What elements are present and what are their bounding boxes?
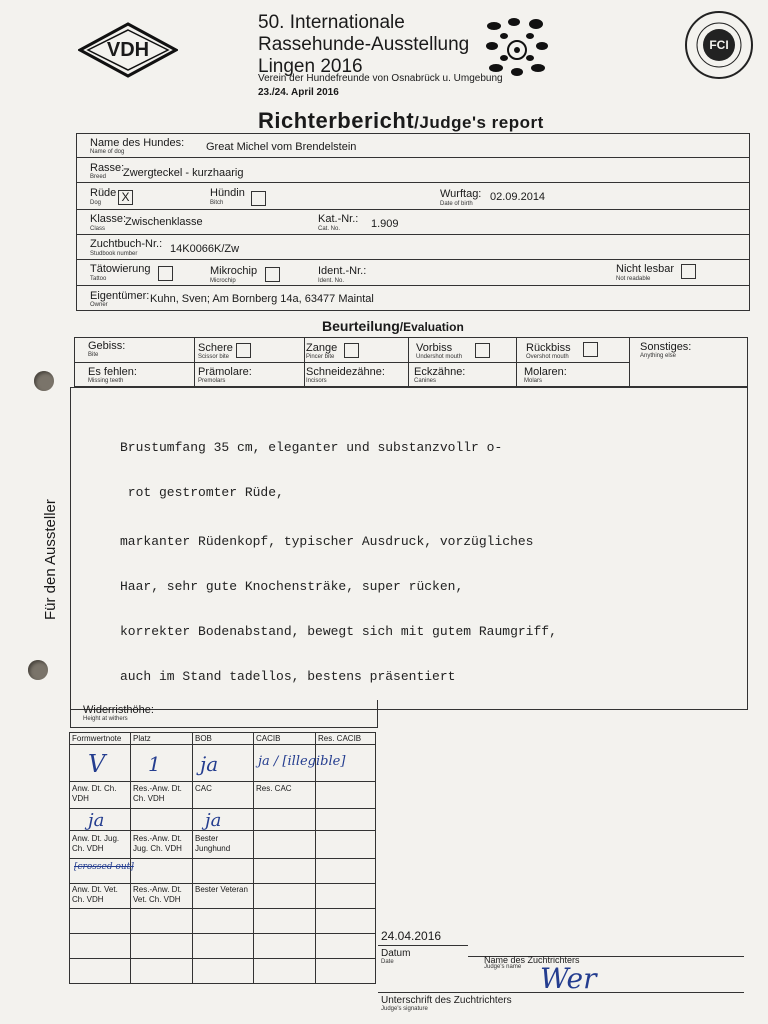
award-anw-dt-ch-label: Anw. Dt. Ch. VDH — [72, 784, 117, 803]
canines-label: Eckzähne: — [414, 366, 466, 378]
judge-name-label: Name des Zuchtrichters — [484, 955, 580, 965]
dog-name-sub: Name of dog — [90, 149, 125, 155]
tattoo-sub: Tattoo — [90, 276, 107, 282]
cat-no-sub: Cat. No. — [318, 226, 341, 232]
missing-teeth-sub: Missing teeth — [88, 378, 124, 384]
vdh-logo — [78, 22, 178, 78]
cat-no-value: 1.909 — [371, 218, 399, 230]
dog-name-label: Name des Hundes: — [90, 137, 185, 149]
bob-mark: ja — [200, 752, 219, 776]
microchip-checkbox[interactable] — [265, 267, 280, 282]
signature-label: Unterschrift des Zuchtrichters — [381, 995, 512, 1006]
ident-label: Ident.-Nr.: — [318, 265, 367, 277]
overshot-sub: Overshot mouth — [526, 354, 569, 360]
unreadable-checkbox[interactable] — [681, 264, 696, 279]
premolars-sub: Premolars — [198, 378, 226, 384]
evaluation-line: markanter Rüdenkopf, typischer Ausdruck, vorzügliches — [120, 534, 534, 549]
unreadable-sub: Not readable — [616, 276, 651, 282]
evaluation-line: rot gestromter Rüde, — [120, 485, 284, 500]
pincer-checkbox[interactable] — [344, 343, 359, 358]
fci-logo — [684, 10, 754, 80]
award-res-anw-jug-ch-label: Res.-Anw. Dt. Jug. Ch. VDH — [133, 834, 182, 853]
signature-sub: Judge's signature — [381, 1006, 428, 1012]
judge-signature-mark: Wer — [540, 962, 597, 995]
evaluation-title-de: Beurteilung — [322, 318, 400, 334]
bite-label: Gebiss: — [88, 340, 126, 352]
grade-mark: V — [88, 750, 106, 778]
overshot-label: Rückbiss — [526, 342, 571, 354]
report-title — [258, 108, 544, 134]
bite-sub: Bite — [88, 352, 99, 358]
withers-label: Widerristhöhe: — [83, 704, 154, 716]
unreadable-label: Nicht lesbar — [616, 263, 675, 275]
canines-sub: Canines — [414, 378, 437, 384]
award-res-cac-label: Res. CAC — [256, 784, 292, 793]
breed-value: Zwergteckel - kurzhaarig — [123, 167, 244, 179]
side-label: Für den Aussteller — [42, 499, 59, 620]
microchip-label: Mikrochip — [210, 265, 258, 277]
dob-label: Wurftag: — [440, 188, 482, 200]
date-label: Datum — [381, 948, 411, 959]
event-dates: 23./24. April 2016 — [258, 87, 339, 98]
event-title-line-1: 50. Internationale — [258, 12, 405, 33]
missing-teeth-label: Es fehlen: — [88, 366, 137, 378]
undershot-label: Vorbiss — [416, 342, 453, 354]
award-anw-jug-ch-label: Anw. Dt. Jug. Ch. VDH — [72, 834, 120, 853]
pincer-sub: Pincer bite — [306, 354, 335, 360]
dob-sub: Date of birth — [440, 201, 473, 207]
award-cacib-label: CACIB — [256, 734, 281, 743]
cat-no-label: Kat.-Nr.: — [318, 213, 359, 225]
award-formwert-label: Formwertnote — [72, 734, 122, 743]
class-value: Zwischenklasse — [125, 216, 203, 228]
punch-hole-top — [34, 371, 54, 391]
studbook-value: 14K0066K/Zw — [170, 243, 240, 255]
scissor-sub: Scissor bite — [198, 354, 230, 360]
report-title-en: /Judge's report — [414, 113, 544, 132]
signature-date-value: 24.04.2016 — [381, 929, 442, 943]
female-sub: Bitch — [210, 200, 224, 206]
award-best-veteran-label: Bester Veteran — [195, 885, 248, 894]
evaluation-title-en: /Evaluation — [399, 320, 464, 334]
event-organizer-block — [258, 72, 503, 100]
molars-label: Molaren: — [524, 366, 567, 378]
scissor-label: Schere — [198, 342, 233, 354]
undershot-sub: Undershot mouth — [416, 354, 463, 360]
judge-name-sub: Judge's name — [484, 964, 522, 970]
studbook-label: Zuchtbuch-Nr.: — [90, 238, 163, 250]
award-best-junior-label: Bester Junghund — [195, 834, 231, 853]
anw-jug-ch-mark: [crossed out] — [74, 862, 134, 872]
evaluation-text — [120, 410, 557, 714]
class-sub: Class — [90, 226, 106, 232]
overshot-checkbox[interactable] — [583, 342, 598, 357]
ident-sub: Ident. No. — [318, 278, 345, 284]
vdh-logo-text: VDH — [106, 39, 150, 61]
fci-logo-text: FCI — [709, 38, 729, 52]
award-bob-label: BOB — [195, 734, 212, 743]
evaluation-line: Brustumfang 35 cm, eleganter und substanzvollr o- — [120, 440, 503, 455]
other-label: Sonstiges: — [640, 341, 692, 353]
male-sub: Dog — [90, 200, 102, 206]
pincer-label: Zange — [306, 342, 338, 354]
award-anw-vet-ch-label: Anw. Dt. Vet. Ch. VDH — [72, 885, 118, 904]
award-res-cacib-label: Res. CACIB — [318, 734, 362, 743]
premolars-label: Prämolare: — [198, 366, 252, 378]
punch-hole-bottom — [28, 660, 48, 680]
report-title-de: Richterbericht — [258, 108, 415, 133]
female-label: Hündin — [210, 187, 245, 199]
award-platz-label: Platz — [133, 734, 151, 743]
event-title — [258, 12, 469, 78]
evaluation-line: auch im Stand tadellos, bestens präsentiert — [120, 669, 456, 684]
dog-silhouettes-logo — [482, 12, 552, 82]
award-res-anw-vet-ch-label: Res.-Anw. Dt. Vet. Ch. VDH — [133, 885, 182, 904]
incisors-sub: Incisors — [306, 378, 327, 384]
male-label: Rüde — [90, 187, 117, 199]
female-checkbox[interactable] — [251, 191, 266, 206]
anw-dt-ch-mark: ja — [88, 810, 105, 831]
award-cac-label: CAC — [195, 784, 212, 793]
microchip-sub: Microchip — [210, 278, 236, 284]
date-sub: Date — [381, 959, 394, 965]
placement-mark: 1 — [148, 752, 161, 776]
incisors-label: Schneidezähne: — [306, 366, 385, 378]
dob-value: 02.09.2014 — [490, 191, 546, 203]
scissor-checkbox[interactable] — [236, 343, 251, 358]
tattoo-checkbox[interactable] — [158, 266, 173, 281]
dog-name-value: Great Michel vom Brendelstein — [206, 141, 357, 153]
undershot-checkbox[interactable] — [475, 343, 490, 358]
class-label: Klasse: — [90, 213, 127, 225]
owner-label: Eigentümer: — [90, 290, 150, 302]
tattoo-label: Tätowierung — [90, 263, 151, 275]
withers-sub: Height at withers — [83, 716, 128, 722]
evaluation-line: korrekter Bodenabstand, bewegt sich mit gutem Raumgriff, — [120, 624, 557, 639]
studbook-sub: Studbook number — [90, 251, 138, 257]
award-res-anw-dt-ch-label: Res.-Anw. Dt. Ch. VDH — [133, 784, 182, 803]
breed-sub: Breed — [90, 174, 107, 180]
event-organizer: Verein der Hundefreunde von Osnabrück u. Umgebung — [258, 73, 503, 84]
event-title-line-3: Lingen 2016 — [258, 56, 363, 77]
cacib-mark: ja / [illegible] — [258, 754, 346, 769]
other-sub: Anything else — [640, 353, 677, 359]
evaluation-title — [322, 318, 464, 334]
owner-value: Kuhn, Sven; Am Bornberg 14a, 63477 Maintal — [150, 293, 374, 305]
male-checkbox[interactable]: X — [118, 190, 133, 205]
molars-sub: Molars — [524, 378, 543, 384]
owner-sub: Owner — [90, 302, 108, 308]
evaluation-line: Haar, sehr gute Knochensträke, super rücken, — [120, 579, 464, 594]
cac-mark: ja — [205, 810, 222, 831]
event-title-line-2: Rassehunde-Ausstellung — [258, 34, 470, 55]
breed-label: Rasse: — [90, 162, 125, 174]
